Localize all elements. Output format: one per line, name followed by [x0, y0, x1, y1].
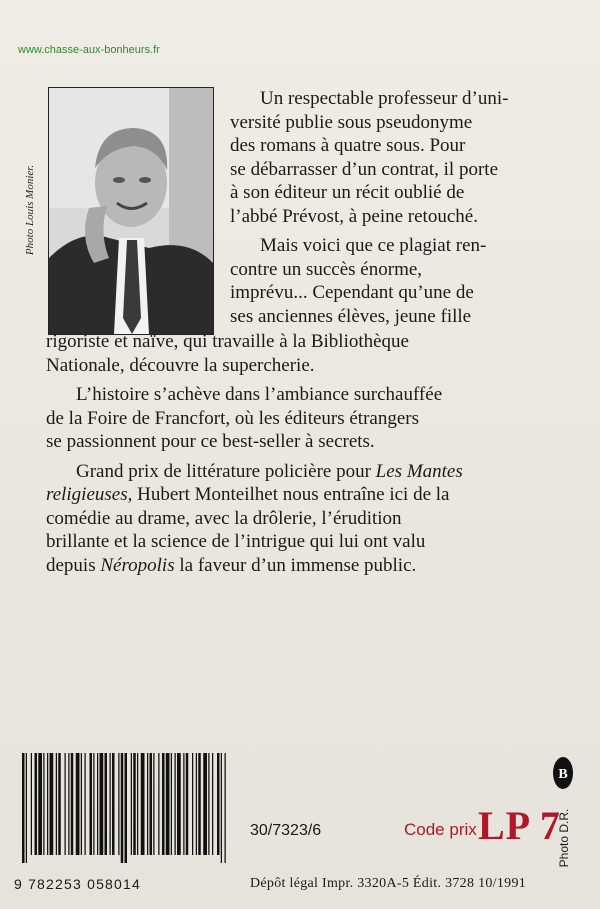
- barcode-bar: [100, 753, 104, 855]
- barcode-bar: [81, 753, 82, 855]
- barcode-bar: [150, 753, 153, 855]
- barcode-bar: [105, 753, 108, 855]
- blurb-line: rigoriste et naïve, qui travaille à la Bibliothèque: [46, 331, 409, 352]
- barcode-bar: [50, 753, 54, 855]
- barcode-bar: [110, 753, 111, 855]
- blurb-line: de la Foire de Francfort, où les éditeurs étrangers: [46, 407, 420, 429]
- barcode-bar: [125, 753, 128, 863]
- blurb-line: Mais voici que ce plagiat ren-: [260, 235, 487, 256]
- barcode-bar: [175, 753, 176, 855]
- legal-deposit: Dépôt légal Impr. 3320A-5 Édit. 3728 10/1991: [250, 876, 527, 891]
- blurb-line: contre un succès énorme,: [230, 258, 423, 280]
- blurb-line: Nationale, découvre la supercherie.: [46, 354, 315, 376]
- barcode-bar: [198, 753, 201, 855]
- code-prix-label: Code prix: [404, 820, 477, 839]
- barcode-bar: [97, 753, 98, 855]
- blurb-wide-column: [46, 330, 570, 577]
- barcode-bar: [212, 753, 213, 855]
- barcode-bar: [76, 753, 80, 855]
- barcode-bar: [217, 753, 220, 855]
- barcode-bar: [65, 753, 66, 855]
- barcode-bar: [203, 753, 207, 855]
- blurb-line: ses anciennes élèves, jeune fille: [230, 305, 472, 327]
- barcode-bar: [118, 753, 119, 855]
- blurb-line: imprévu... Cependant qu’une de: [230, 282, 474, 303]
- barcode-bar: [186, 753, 189, 855]
- barcode: [18, 753, 232, 863]
- catalog-reference: 30/7323/6: [250, 822, 322, 839]
- barcode-bar: [171, 753, 172, 855]
- barcode-bar: [196, 753, 197, 855]
- barcode-bar: [141, 753, 145, 855]
- blurb-line: à son éditeur un récit oublié de: [230, 182, 465, 203]
- barcode-bar: [177, 753, 181, 855]
- author-photo: [48, 87, 214, 335]
- barcode-bar: [31, 753, 32, 855]
- barcode-bar: [26, 753, 27, 863]
- barcode-bar: [85, 753, 86, 855]
- barcode-bar: [121, 753, 124, 863]
- barcode-bar: [68, 753, 69, 855]
- barcode-bar: [153, 753, 154, 855]
- barcode-bar: [147, 753, 148, 855]
- barcode-bar: [133, 753, 136, 855]
- back-cover: www.chasse-aux-bonheurs.fr Photo Louis Monier. Un respectable professeur d’uni- versité publie sous pseudonyme des romans à quatre sous. Pour se débarrasser d’un contrat, il porte à son éditeur un récit oublié de l’abbé Prévost, à peine retouché. Mais voici que ce plagiat ren- contre un succès énorme, imprévu... Cependant qu’une de ses anciennes élèves, jeune fille rigoriste et naïve, qui travaille à la Bibliothèque Nationale, découvre la supercherie. L’histoire s’achève dans l’ambiance surchauffée de la Foire de Francfort, où les éditeurs étrangers se passionnent pour ce best-seller à secrets. Grand prix de littérature policière pour Les Mantes religieuses, Hubert Monteilhet nous entraîne ici de la comédie au drame, avec la drôlerie, l’érudition brillante et la science de l’intrigue qui lui ont valu depuis Néropolis la faveur d’un immense public. 9 782253 058014 30/7323/6 Code prix LP 7 B Photo D.R. Dépôt légal Impr. 3320A-5 Édit. 3728 10/1991: [0, 0, 600, 909]
- barcode-bar: [131, 753, 132, 855]
- blurb-line: des romans à quatre sous. Pour: [230, 135, 466, 156]
- blurb-line: versité publie sous pseudonyme: [230, 111, 473, 133]
- barcode-bar: [225, 753, 226, 863]
- barcode-bar: [112, 753, 115, 855]
- watermark-link[interactable]: www.chasse-aux-bonheurs.fr: [18, 44, 160, 56]
- blurb-line: Un respectable professeur d’uni-: [260, 88, 509, 109]
- barcode-bar: [158, 753, 159, 855]
- barcode-bar: [58, 753, 61, 855]
- blurb-line: L’histoire s’achève dans l’ambiance surchauffée: [76, 384, 443, 405]
- barcode-bar: [90, 753, 93, 855]
- barcode-bar: [71, 753, 74, 855]
- publisher-logo-icon: [552, 756, 574, 790]
- barcode-bar: [208, 753, 209, 855]
- code-prix-value: LP 7: [478, 803, 561, 848]
- barcode-bar: [35, 753, 38, 855]
- blurb-line: se passionnent pour ce best-seller à secrets.: [46, 431, 375, 452]
- barcode-bar: [162, 753, 165, 855]
- barcode-bar: [43, 753, 44, 855]
- blurb-line: l’abbé Prévost, à peine retouché.: [230, 205, 478, 227]
- svg-text:B: B: [558, 767, 568, 782]
- barcode-bar: [221, 753, 222, 863]
- barcode-bar: [22, 753, 25, 863]
- barcode-bar: [93, 753, 94, 855]
- blurb-line: religieuses, Hubert Monteilhet nous entraîne ici de la: [46, 484, 450, 505]
- barcode-bar: [38, 753, 42, 855]
- barcode-bar: [47, 753, 48, 855]
- blurb-line: Grand prix de littérature policière pour Les Mantes: [76, 460, 463, 482]
- barcode-bar: [166, 753, 170, 855]
- blurb-line: comédie au drame, avec la drôlerie, l’érudition: [46, 507, 402, 529]
- barcode-bar: [56, 753, 57, 855]
- blurb-line: brillante et la science de l’intrigue qui lui ont valu: [46, 531, 426, 552]
- barcode-bar: [137, 753, 138, 855]
- barcode-bar: [192, 753, 193, 855]
- blurb-line: se débarrasser d’un contrat, il porte: [230, 158, 499, 180]
- blurb-narrow-column: [230, 87, 570, 328]
- barcode-number: 9 782253 058014: [14, 876, 141, 892]
- blurb-line: depuis Néropolis la faveur d’un immense public.: [46, 554, 417, 576]
- barcode-bar: [183, 753, 184, 855]
